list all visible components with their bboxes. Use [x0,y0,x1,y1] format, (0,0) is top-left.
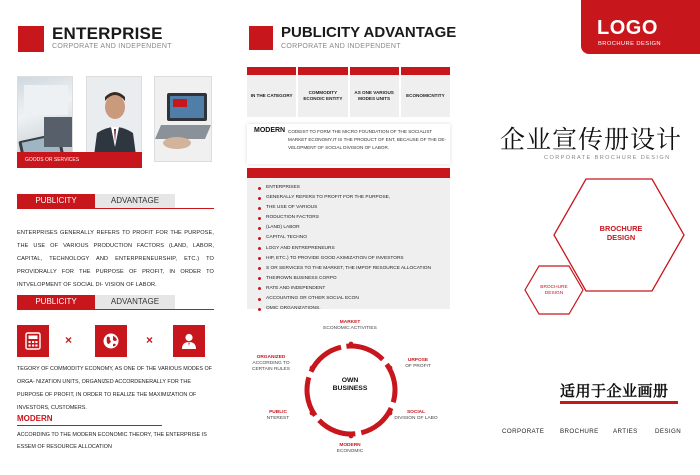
ring-label-bold: SOCIAL [406,410,426,415]
tagline-underline [560,401,678,404]
category-columns [247,67,450,117]
modern-paragraph: ACCORDING TO THE MODERN ECONOMIC THEORY, THE ENTERPRISE IS ESSEM OF RESOURCE ALLOCATION [17,432,207,450]
photo-banner: GOODS OR SERVICES [17,152,142,168]
ring-label-bottom [325,443,375,455]
list-item: THEIROWN BUSINESS CORPO [258,274,446,284]
category-column: COMMODITY ECONOIC ENTITY [298,67,347,117]
ring-label-left [248,355,294,373]
globe-icon [95,325,127,357]
hexagon-line: DESIGN [606,233,636,242]
category-column: IN THE CATEGORY [247,67,296,117]
ring-label-top [318,320,382,332]
chinese-tagline: 适用于企业画册 [560,382,669,400]
ring-label-text: CERTAIN RULES [252,367,290,372]
page-subtitle: CORPORATE AND INDEPENDENT [281,43,401,50]
bullet-list [258,183,446,314]
tab-advantage[interactable]: ADVANTAGE [95,194,175,208]
photo-businessman [86,76,142,162]
modern-text: CODEIST TO FORM THE MICRO FOUNDATION OF THE SOCIALIST MARKET ECONOMY,IT IS THE PRODUCT OF ENT, BECAUSE OF THE DE- VELOPMENT OF SOCIAL DIVISION OF LABOR. [288,129,446,150]
multiply-icon: × [146,333,154,347]
multiply-icon: × [65,333,73,347]
hexagon-line: BROCHURE [540,285,568,290]
list-item: THE USE OF VARIOUS [258,203,446,213]
ring-label-text: ACCORDING TO [252,361,290,366]
list-item: HIP, ETC.) TO PROVIDE GOOD AXIMIZATION OF INVESTORS [258,254,446,264]
ring-label-bold: MARKET [339,320,361,325]
ring-label-bold: ORGANIZED [256,355,286,360]
page-subtitle: CORPORATE AND INDEPENDENT [52,43,172,50]
category-column: ECONOMICNTITY [401,67,450,117]
ring-label-bold: URPOSE [407,358,429,363]
modern-heading: MODERN [17,414,53,423]
list-item: RODUCTION FACTORS [258,213,446,223]
tab-advantage[interactable]: ADVANTAGE [95,295,175,309]
ring-label-text: ECONOMIC ACTIVITIES [323,326,377,331]
calculator-icon [17,325,49,357]
list-item: OMIC ORGANIZATIONS. [258,304,446,314]
list-item: (LAND) LABOR [258,223,446,233]
tab-underline [17,309,214,310]
ring-label-lower-right [392,410,440,422]
list-item: LOGY AND ENTREPRENEURS [258,244,446,254]
enterprise-paragraph: ENTERPRISES GENERALLY REFERS TO PROFIT FOR THE PURPOSE, THE USE OF VARIOUS PRODUCTION FACTORS (LAND, LABOR, CAPITAL, TECHNOLOGY AND ENTERPRENEURSHIP, ETC.) TO PROVIDRALLY FOR THE PURPOSE OF PROFIT, IN ORDER TO INTVELOPMENT OF SOCIAL DI- VISION OF LABOR. [17,230,214,288]
chinese-title: 企业宣传册设计 [500,125,683,154]
ring-label-bold: MODERN [339,443,361,448]
footer-item: DESIGN [655,428,682,435]
tab-publicity[interactable]: PUBLICITY [17,194,95,208]
publicity-tabs-1 [17,194,175,208]
english-subtitle: CORPORATE BROCHURE DESIGN [544,155,671,161]
tab-underline [17,208,214,209]
title-square [249,26,273,50]
publicity-tabs-2 [17,295,175,309]
ring-label-lower-left [258,410,298,422]
category-column: AS ONE VARIOUS MODES UNITS [350,67,399,117]
list-item: CAPITAL TECHNO [258,233,446,243]
logo: LOGO [597,17,658,39]
ring-label-text: DIVISION OF LABO [394,416,438,421]
page-title: PUBLICITY ADVANTAGE [281,24,457,41]
list-item: S OR SERVICES TO THE MARKET, THE IMPOF RESOURCE ALLOCATION [258,264,446,274]
list-item: ACCOUNTING OR OTHER SOCIAL ECON [258,294,446,304]
ring-center-line2: BUSINESS [332,385,368,392]
ring-label-text: NTEREST [266,416,290,421]
ring-label-text: ECONOMIC [336,449,364,454]
footer-item: BROCHURE [560,428,599,435]
modern-label: MODERN [254,127,286,134]
ring-label-bold: PUBLIC [269,410,287,415]
ring-label-right [398,358,438,370]
ring-center-line1: OWN [341,377,359,384]
ring-center-label [320,377,380,393]
small-hexagon-label [534,285,574,297]
page-title: ENTERPRISE [52,24,163,43]
logo-subtitle: BROCHURE DESIGN [598,41,662,47]
large-hexagon-label [586,224,656,242]
hexagon-line: DESIGN [544,291,564,296]
hexagon-line: BROCHURE [599,224,643,233]
photo-laptop [154,76,212,162]
economy-paragraph: TEGORY OF COMMODITY ECONOMY, AS ONE OF THE VARIOUS MODES OF ORGA- NIZATION UNITS, ORGANIZED ACCORDENERALLY FOR THE PURPOSE OF PROFIT, IN ORDER TO REALIZE THE MAXIMIZATION OF INVESTORS, CUSTOMERS. [17,366,212,411]
ring-label-text: OF PROFIT [405,364,431,369]
list-item: GENERALLY REFERS TO PROFIT FOR THE PURPOSE, [258,193,446,203]
list-item: ENTERPRISES [258,183,446,193]
photo-tablet [17,76,73,162]
tab-publicity[interactable]: PUBLICITY [17,295,95,309]
footer-item: CORPORATE [502,428,545,435]
person-icon [173,325,205,357]
list-item: RATE AND INDEPENDENT [258,284,446,294]
modern-underline [17,425,162,426]
footer-item: ARTIES [613,428,638,435]
title-square [18,26,44,52]
